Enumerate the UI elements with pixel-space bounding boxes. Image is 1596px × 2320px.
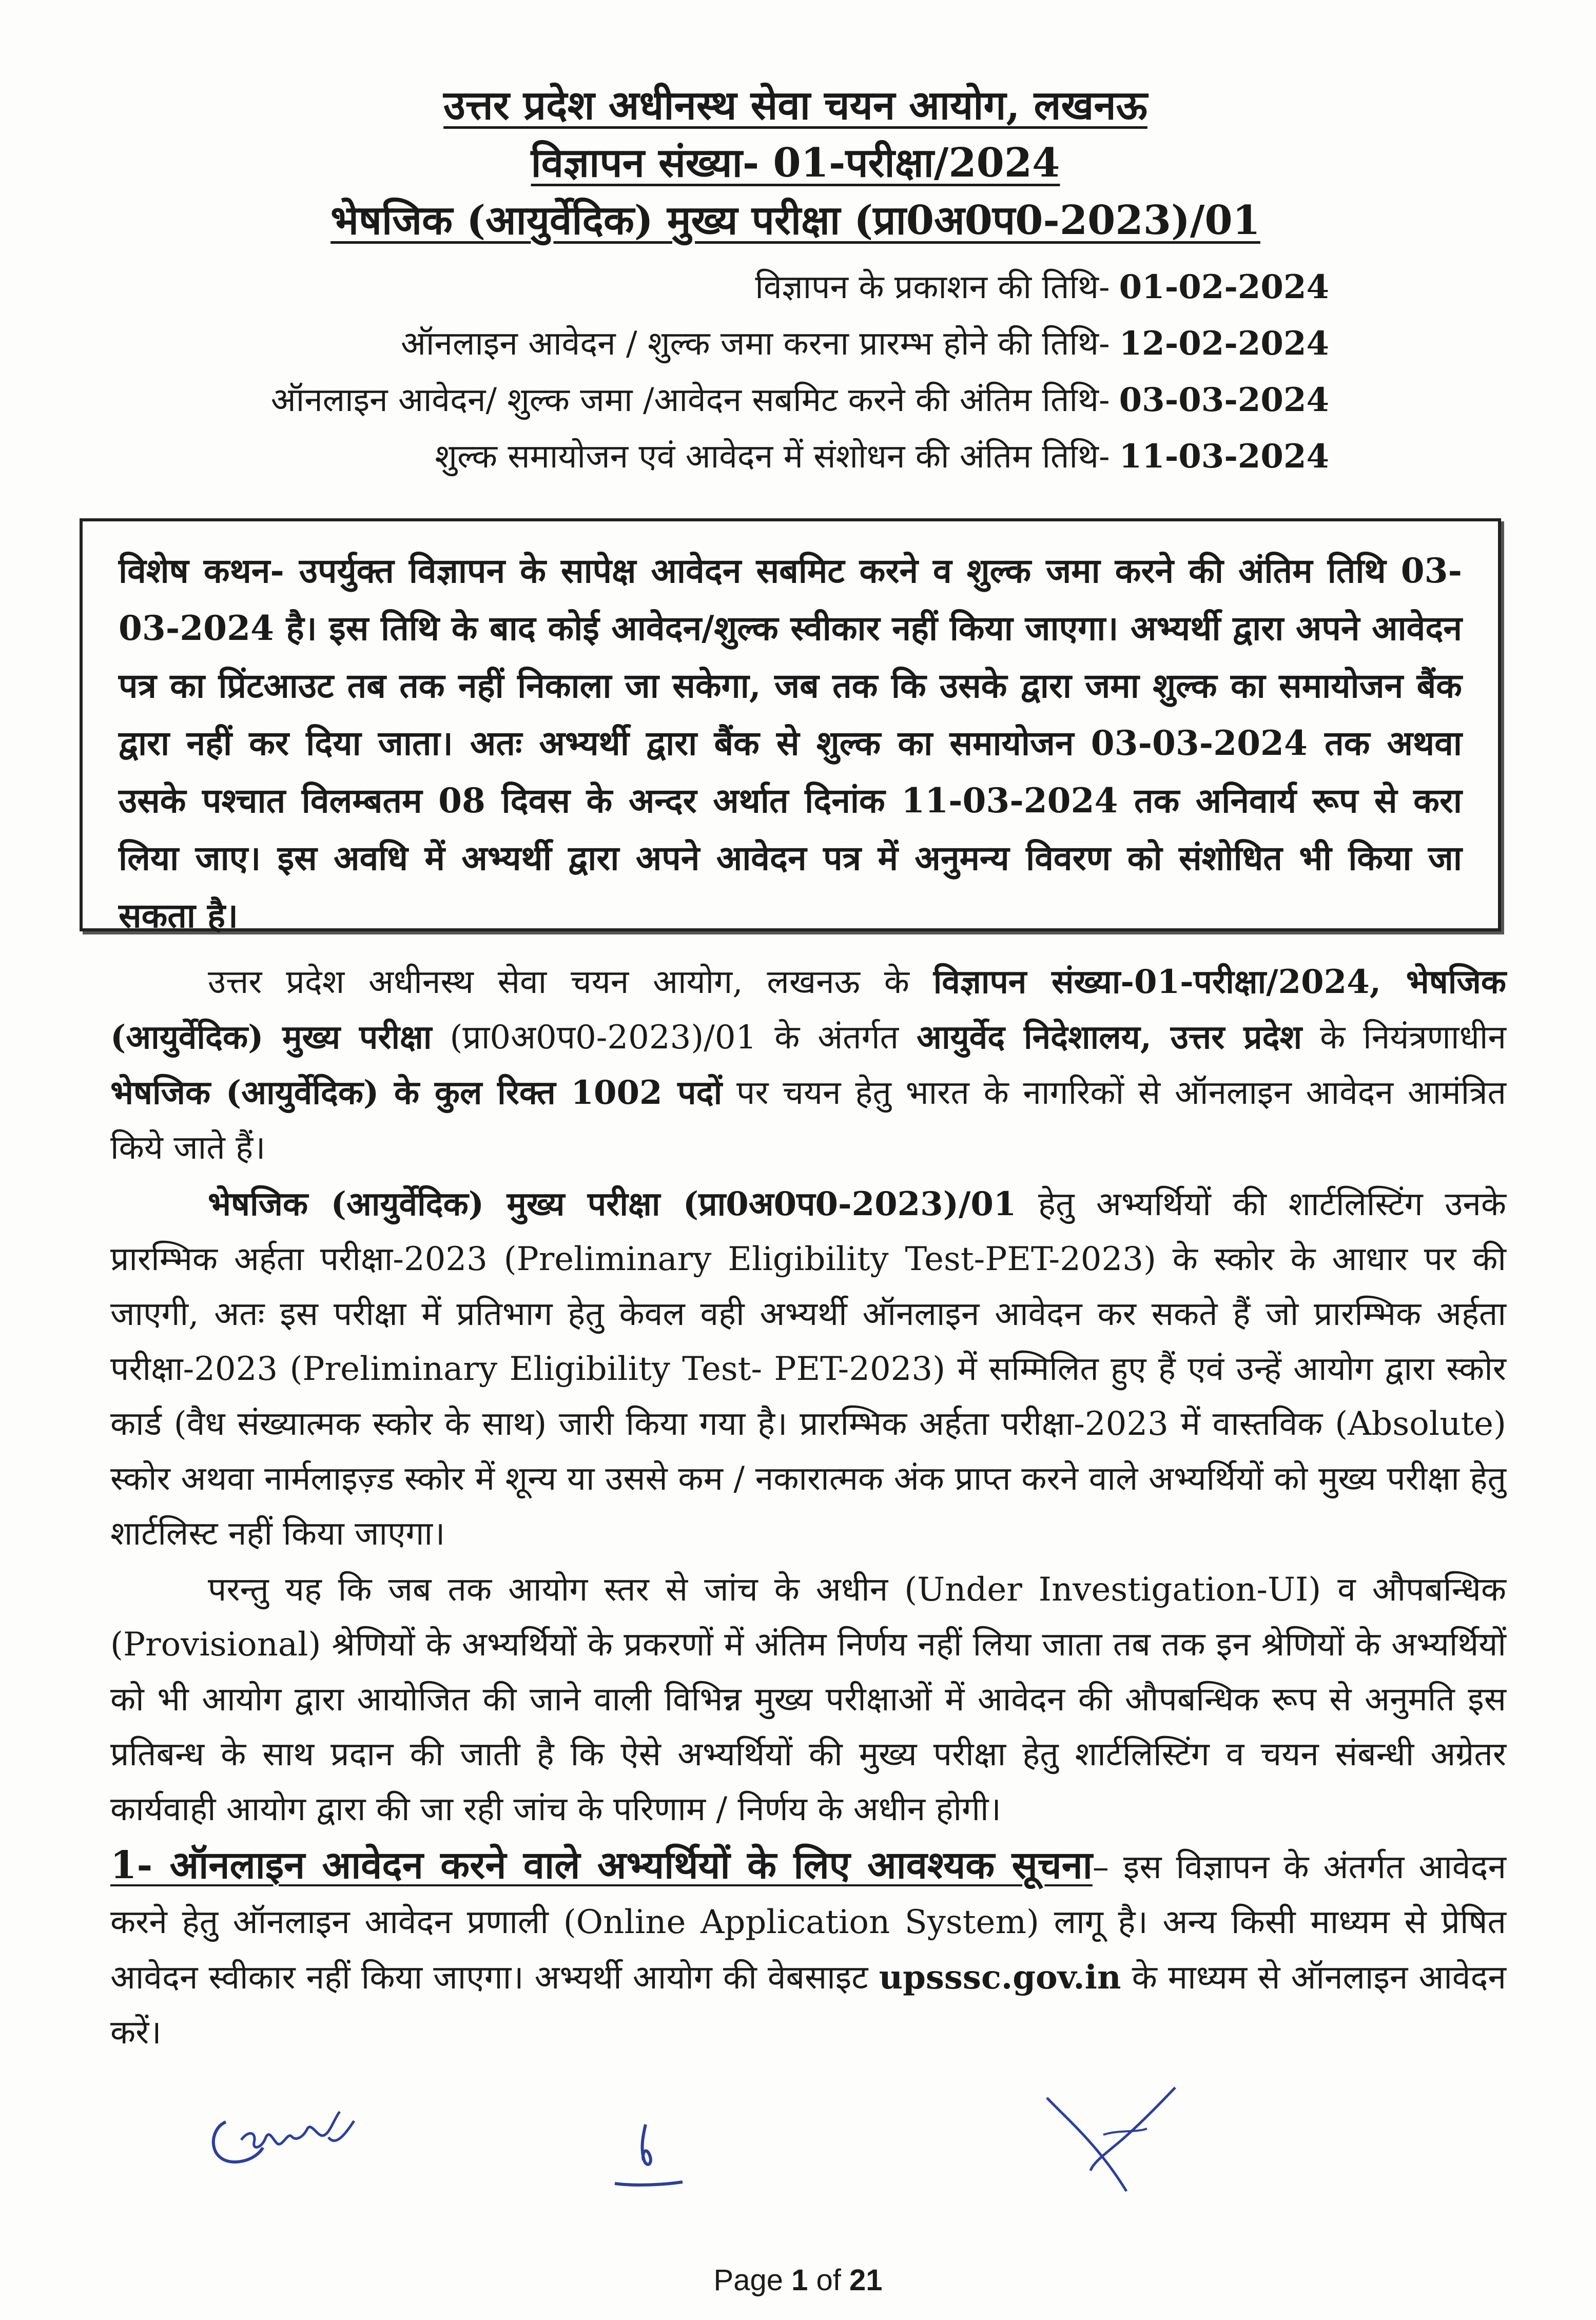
advertisement-body (110, 954, 1506, 2060)
document-header (92, 77, 1498, 249)
text-run: – इस विज्ञापन के अंतर्गत आवेदन करने हेतु ऑनलाइन आवेदन प्रणाली (Online Application System) लागू है। अन्य किसी माध्यम से प्रेषित आवेदन स्वीकार नहीं किया जाएगा। अभ्यर्थी आयोग की वेबसाइट (110, 1848, 1506, 1997)
text-run: के नियंत्रणाधीन (1302, 1019, 1506, 1057)
paragraph-shortlisting (110, 1177, 1506, 1562)
signature-3 (1042, 2083, 1180, 2201)
page-prefix: Page (713, 2264, 792, 2297)
date-value: 11-03-2024 (1119, 437, 1329, 476)
special-notice-box (80, 518, 1501, 935)
paragraph-provisional (110, 1563, 1506, 1837)
exam-title: भेषजिक (आयुर्वेदिक) मुख्य परीक्षा (प्रा0अ0प0-2023)/01 (330, 197, 1260, 244)
date-label: ऑनलाइन आवेदन / शुल्क जमा करना प्रारम्भ होने की तिथि- (400, 325, 1110, 363)
page-footer (0, 2263, 1596, 2297)
section-1 (110, 1838, 1506, 2060)
page-number: 1 (791, 2264, 808, 2297)
bold-run: विज्ञापन संख्या-01-परीक्षा/2024, भेषजिक (आयुर्वेदिक) मुख्य परीक्षा (110, 963, 1506, 1057)
text-run: (प्रा0अ0प0-2023)/01 के अंतर्गत (432, 1019, 917, 1057)
bold-run: आयुर्वेद निदेशालय, उत्तर प्रदेश (917, 1018, 1302, 1057)
page-of: of (808, 2264, 849, 2297)
page-total: 21 (849, 2264, 883, 2297)
text-run: पर चयन हेतु भारत के नागरिकों से ऑनलाइन आवेदन आमंत्रित किये जाते हैं। (110, 1074, 1507, 1167)
date-value: 12-02-2024 (1119, 324, 1329, 363)
text-run: हेतु अभ्यर्थियों की शार्टलिस्टिंग उनके प्रारम्भिक अर्हता परीक्षा-2023 (Preliminary Eligibility Test-PET-2023) के स्कोर के आधार पर की जाएगी, अतः इस परीक्षा में प्रतिभाग हेतु केवल वही अभ्यर्थी ऑनलाइन आवेदन कर सकते हैं जो प्रारम्भिक अर्हता परीक्षा-2023 (Preliminary Eligibility Test- PET-2023) में सम्मिलित हुए हैं एवं उन्हें आयोग द्वारा स्कोर कार्ड (वैध संख्यात्मक स्कोर के साथ) जारी किया गया है। प्रारम्भिक अर्हता परीक्षा-2023 में वास्तविक (Absolute) स्कोर अथवा नार्मलाइज़्ड स्कोर में शून्य या उससे कम / नकारात्मक अंक प्राप्त करने वाले अभ्यर्थियों को मुख्य परीक्षा हेतु शार्टलिस्ट नहीं किया जाएगा। (110, 1185, 1506, 1553)
paragraph-invitation (110, 954, 1506, 1176)
section-1-heading: 1- ऑनलाइन आवेदन करने वाले अभ्यर्थियों के लिए आवश्यक सूचना (110, 1843, 1093, 1887)
advertisement-number: विज्ञापन संख्या- 01-परीक्षा/2024 (531, 140, 1060, 186)
date-row (271, 316, 1329, 372)
bold-run: भेषजिक (आयुर्वेदिक) के कुल रिक्त 1002 पदों (110, 1074, 723, 1112)
date-label: ऑनलाइन आवेदन/ शुल्क जमा /आवेदन सबमिट करने की अंतिम तिथि- (270, 381, 1110, 419)
date-value: 01-02-2024 (1119, 268, 1329, 306)
date-label: शुल्क समायोजन एवं आवेदन में संशोधन की अंतिम तिथि- (435, 438, 1110, 476)
important-dates (271, 259, 1329, 485)
signature-1 (205, 2101, 375, 2178)
date-row (271, 372, 1329, 428)
date-row (271, 428, 1329, 485)
bold-run: भेषजिक (आयुर्वेदिक) मुख्य परीक्षा (प्रा0अ0प0-2023)/01 (208, 1185, 1017, 1223)
text-run: के माध्यम से ऑनलाइन आवेदन करें। (110, 1959, 1507, 2052)
special-notice-text: विशेष कथन- उपर्युक्त विज्ञापन के सापेक्ष आवेदन सबमिट करने व शुल्क जमा करने की अंतिम तिथि 03-03-2024 है। इस तिथि के बाद कोई आवेदन/शुल्क स्वीकार नहीं किया जाएगा। अभ्यर्थी द्वारा अपने आवेदन पत्र का प्रिंटआउट तब तक नहीं निकाला जा सकेगा, जब तक कि उसके द्वारा जमा शुल्क का समायोजन बैंक द्वारा नहीं कर दिया जाता। अतः अभ्यर्थी द्वारा बैंक से शुल्क का समायोजन 03-03-2024 तक अथवा उसके पश्चात विलम्बतम 08 दिवस के अन्दर अर्थात दिनांक 11-03-2024 तक अनिवार्य रूप से करा लिया जाए। इस अवधि में अभ्यर्थी द्वारा अपने आवेदन पत्र में अनुमन्य विवरण को संशोधित भी किया जा सकता है। (119, 551, 1462, 935)
commission-name: उत्तर प्रदेश अधीनस्थ सेवा चयन आयोग, लखनऊ (443, 82, 1147, 129)
text-run: परन्तु यह कि जब तक आयोग स्तर से जांच के अधीन (Under Investigation-UI) व औपबन्धिक (Provisional) श्रेणियों के अभ्यर्थियों के प्रकरणों में अंतिम निर्णय नहीं लिया जाता तब तक इन श्रेणियों के अभ्यर्थियों को भी आयोग द्वारा आयोजित की जाने वाली विभिन्न मुख्य परीक्षाओं में आवेदन की औपबन्धिक रूप से अनुमति इस प्रतिबन्ध के साथ प्रदान की जाती है कि ऐसे अभ्यर्थियों की मुख्य परीक्षा हेतु शार्टलिस्टिंग व चयन संबन्धी अग्रेतर कार्यवाही आयोग द्वारा की जा रही जांच के परिणाम / निर्णय के अधीन होगी। (110, 1571, 1506, 1828)
date-row (271, 259, 1329, 316)
date-label: विज्ञापन के प्रकाशन की तिथि- (755, 268, 1110, 306)
signature-2 (606, 2114, 688, 2201)
website-link[interactable]: upsssc.gov.in (879, 1958, 1121, 1997)
date-value: 03-03-2024 (1119, 381, 1329, 419)
text-run: उत्तर प्रदेश अधीनस्थ सेवा चयन आयोग, लखनऊ के (208, 963, 933, 1001)
